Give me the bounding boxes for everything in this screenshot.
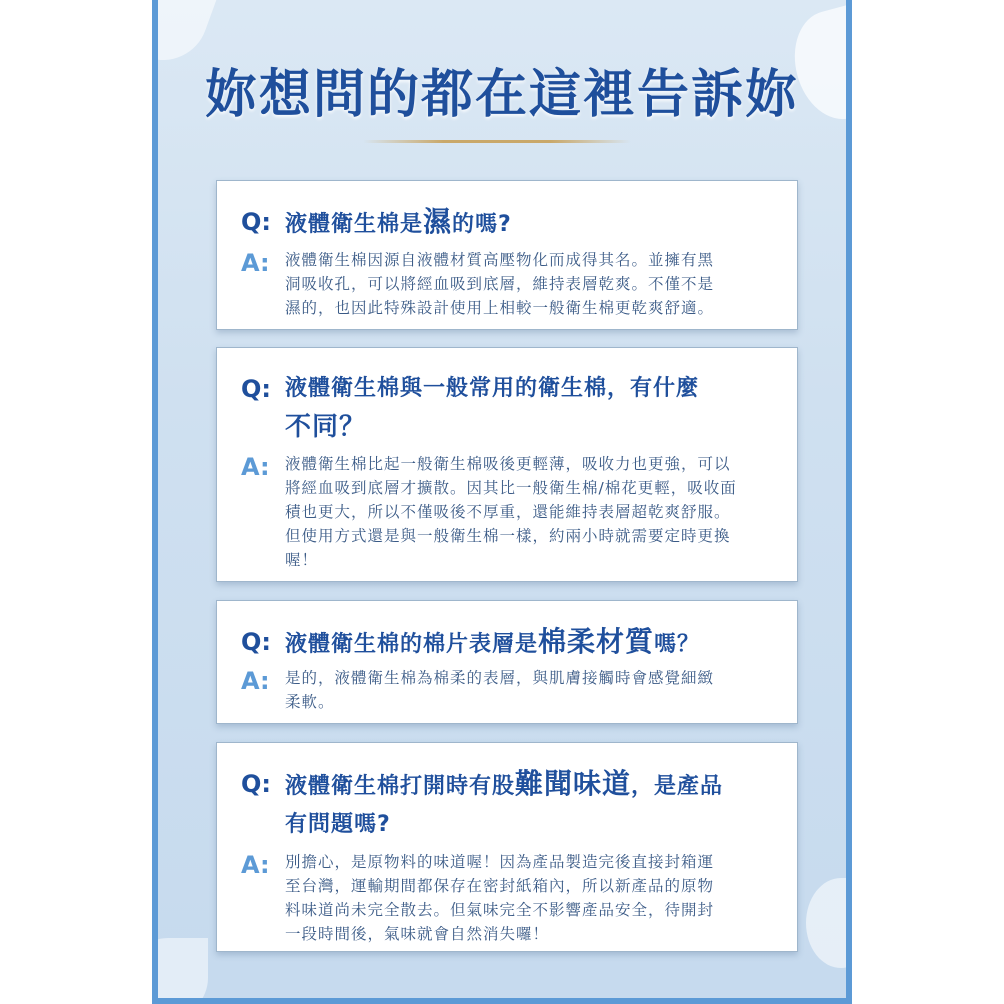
question-text: 液體衛生棉與一般常用的衛生棉，有什麼 不同？ xyxy=(285,376,700,442)
water-drop-decoration xyxy=(152,938,208,1004)
question-mark-label: Q: xyxy=(241,770,271,798)
question-mark-label: Q: xyxy=(241,208,271,236)
answer-mark-label: A: xyxy=(241,667,270,695)
gold-divider xyxy=(363,140,631,143)
answer-text: 是的，液體衛生棉為棉柔的表層，與肌膚接觸時會感覺細緻 柔軟。 xyxy=(285,669,715,711)
question-text: 液體衛生棉的棉片表層是棉柔材質嗎？ xyxy=(285,625,701,658)
answer-mark-label: A: xyxy=(241,453,270,481)
faq-card-2 xyxy=(216,347,798,582)
faq-card-1 xyxy=(216,180,798,330)
answer-mark-label: A: xyxy=(241,249,270,277)
question-mark-label: Q: xyxy=(241,628,271,656)
faq-panel xyxy=(152,0,852,1004)
water-drop-decoration xyxy=(806,878,852,968)
question-text: 液體衛生棉是濕的嗎? xyxy=(285,205,512,238)
answer-text: 別擔心，是原物料的味道喔！因為產品製造完後直接封箱運 至台灣，運輸期間都保存在密封紙箱內，所以新產品的原物 料味道尚未完全散去。但氣味完全不影響產品安全，待開封 一段時間後，氣味就會自然消失囉！ xyxy=(285,853,715,943)
answer-mark-label: A: xyxy=(241,851,270,879)
answer-text: 液體衛生棉比起一般衛生棉吸後更輕薄，吸收力也更強，可以 將經血吸到底層才擴散。因其比一般衛生棉/棉花更輕，吸收面 積也更大，所以不僅吸後不厚重，還能維持表層超乾爽舒服。 但使用方式還是與一般衛生棉一樣，約兩小時就需要定時更換 喔！ xyxy=(285,455,737,569)
question-text: 液體衛生棉打開時有股難聞味道，是產品 有問題嗎? xyxy=(285,767,724,837)
page-title: 妳想問的都在這裡告訴妳 xyxy=(204,65,799,125)
faq-card-4 xyxy=(216,742,798,952)
answer-text: 液體衛生棉因源自液體材質高壓物化而成得其名。並擁有黑 洞吸收孔，可以將經血吸到底層，維持表層乾爽。不僅不是 濕的，也因此特殊設計使用上相較一般衛生棉更乾爽舒適。 xyxy=(285,251,715,317)
question-mark-label: Q: xyxy=(241,375,271,403)
faq-card-3 xyxy=(216,600,798,724)
